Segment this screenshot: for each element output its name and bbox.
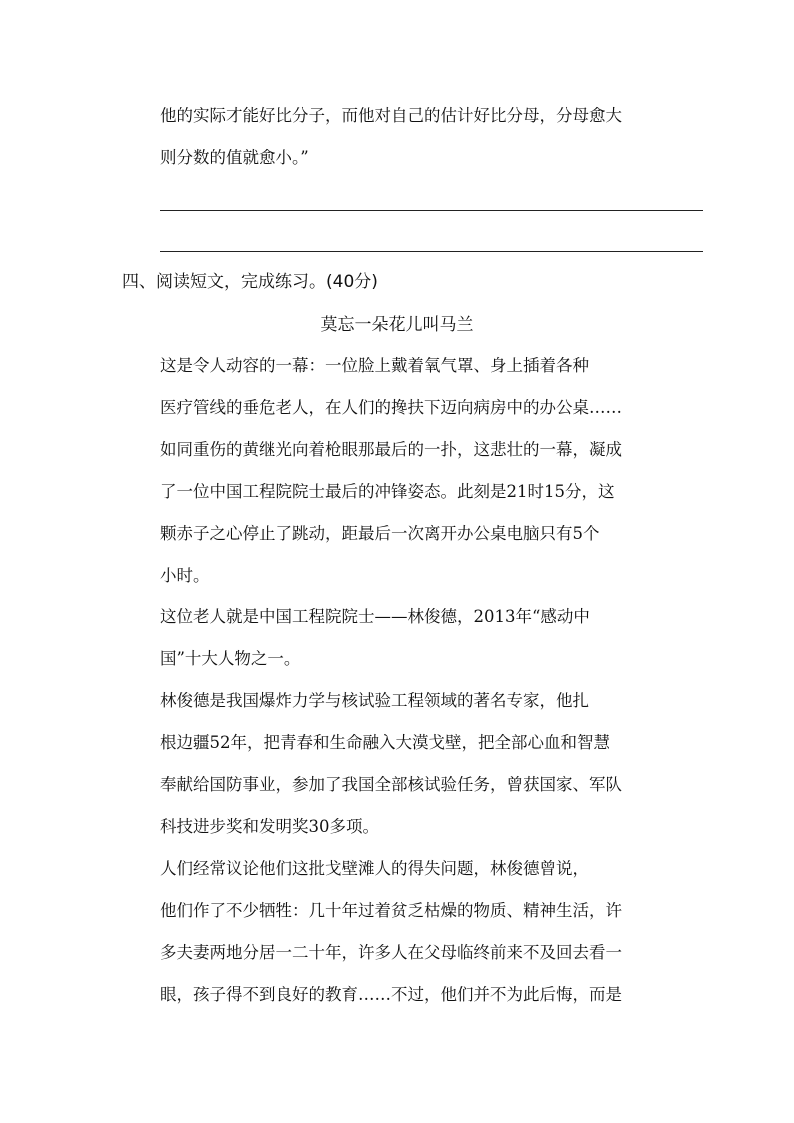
article-line: 他们作了不少牺牲：几十年过着贫乏枯燥的物质、精神生活，许	[160, 901, 622, 920]
article-line: 奉献给国防事业，参加了我国全部核试验任务，曾获国家、军队	[160, 775, 622, 794]
article-line: 小时。	[160, 566, 210, 585]
article-line: 林俊德是我国爆炸力学与核试验工程领域的著名专家，他扎	[160, 691, 589, 710]
excerpt-line: 则分数的值就愈小。”	[160, 148, 309, 167]
article-line: 这位老人就是中国工程院院士——林俊德，2013年“感动中	[160, 607, 590, 626]
excerpt-line: 他的实际才能好比分子，而他对自己的估计好比分母，分母愈大	[160, 106, 622, 125]
answer-blank-line[interactable]	[160, 210, 703, 211]
article-line: 如同重伤的黄继光向着枪眼那最后的一扑，这悲壮的一幕，凝成	[160, 440, 622, 459]
answer-blank-line[interactable]	[160, 251, 703, 252]
article-line: 国”十大人物之一。	[160, 649, 301, 668]
article-line: 医疗管线的垂危老人，在人们的搀扶下迈向病房中的办公桌……	[160, 398, 622, 417]
article-line: 眼，孩子得不到良好的教育……不过，他们并不为此后悔，而是	[160, 985, 622, 1004]
section-heading: 四、阅读短文，完成练习。(40分)	[122, 272, 378, 292]
article-line: 人们经常议论他们这批戈壁滩人的得失问题，林俊德曾说，	[160, 859, 589, 878]
article-line: 根边疆52年，把青春和生命融入大漠戈壁，把全部心血和智慧	[160, 733, 610, 752]
article-line: 了一位中国工程院院士最后的冲锋姿态。此刻是21时15分，这	[160, 482, 615, 501]
article-line: 多夫妻两地分居一二十年，许多人在父母临终前来不及回去看一	[160, 943, 622, 962]
article-line: 这是令人动容的一幕：一位脸上戴着氧气罩、身上插着各种	[160, 356, 589, 375]
article-title: 莫忘一朵花儿叫马兰	[320, 315, 474, 335]
article-line: 科技进步奖和发明奖30多项。	[160, 817, 379, 836]
article-line: 颗赤子之心停止了跳动，距最后一次离开办公桌电脑只有5个	[160, 524, 600, 543]
